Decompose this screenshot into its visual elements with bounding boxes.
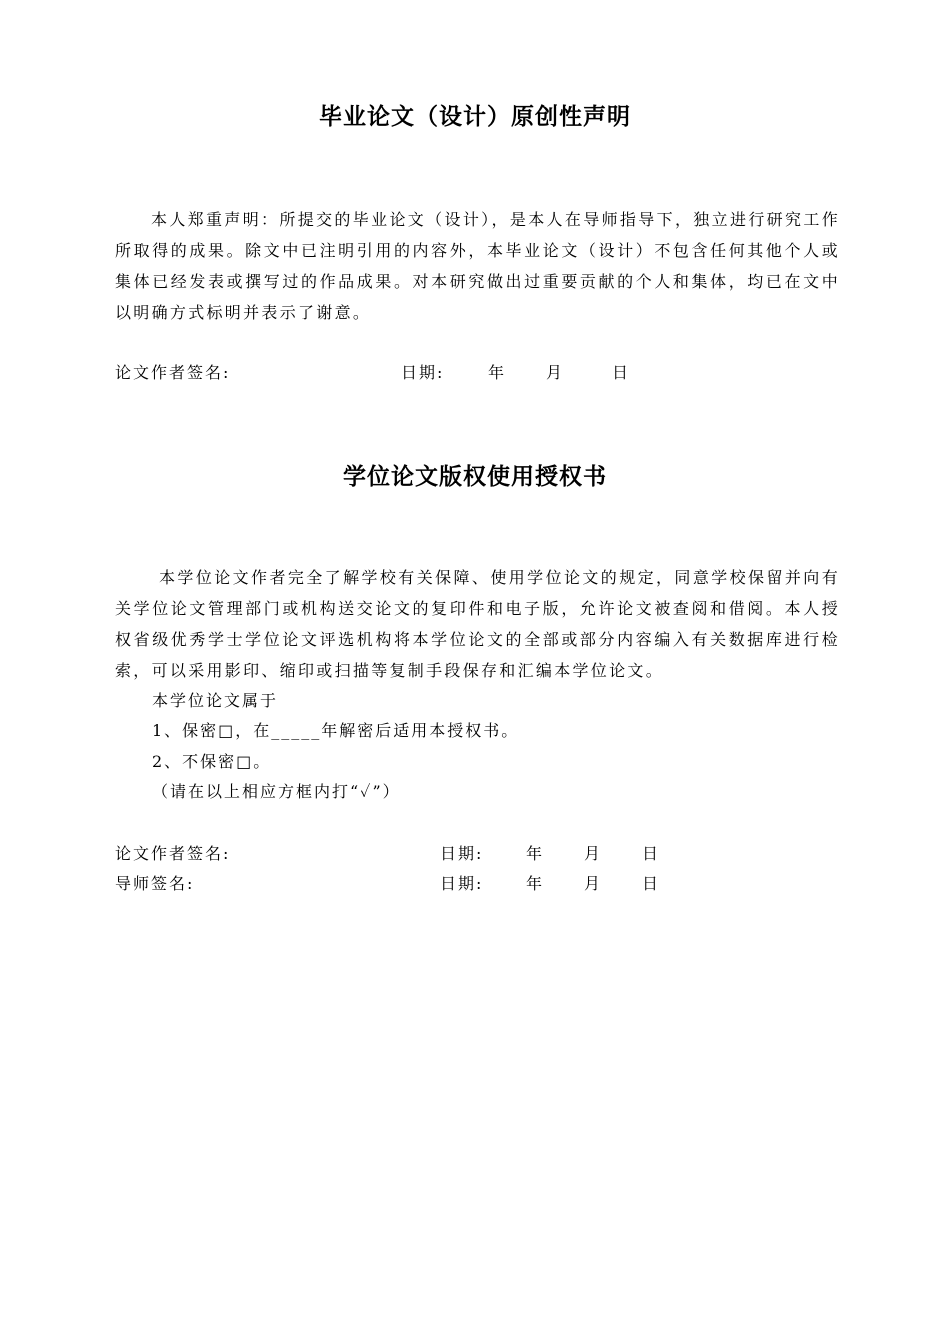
declaration-author-sign-label: 论文作者签名: — [115, 363, 231, 382]
authorization-advisor-year-label: 年 — [526, 874, 545, 893]
authorization-advisor-day-label: 日 — [642, 874, 661, 893]
authorization-author-month-label: 月 — [584, 844, 603, 863]
authorization-instruction: （请在以上相应方框内打“✓”） — [152, 782, 401, 801]
declaration-day-label: 日 — [612, 363, 631, 382]
authorization-advisor-date-label: 日期: — [440, 874, 484, 893]
authorization-author-year-label: 年 — [526, 844, 545, 863]
authorization-option-2: 2、不保密□。 — [152, 752, 272, 771]
authorization-author-date-label: 日期: — [440, 844, 484, 863]
declaration-title: 毕业论文（设计）原创性声明 — [319, 104, 631, 130]
declaration-body: 本人郑重声明：所提交的毕业论文（设计），是本人在导师指导下，独立进行研究工作所取得的成果。除文中已注明引用的内容外，本毕业论文（设计）不包含任何其他个人或集体已经发表或撰写过的作品成果。对本研究做出过重要贡献的个人和集体，均已在文中以明确方式标明并表示了谢意。 — [115, 210, 840, 322]
authorization-author-day-label: 日 — [642, 844, 661, 863]
authorization-belongs-label: 本学位论文属于 — [152, 691, 279, 710]
authorization-option-1: 1、保密□，在_____年解密后适用本授权书。 — [152, 721, 520, 740]
authorization-body: 本学位论文作者完全了解学校有关保障、使用学位论文的规定，同意学校保留并向有关学位论文管理部门或机构送交论文的复印件和电子版，允许论文被查阅和借阅。本人授权省级优秀学士学位论文评选机构将本学位论文的全部或部分内容编入有关数据库进行检索，可以采用影印、缩印或扫描等复制手段保存和汇编本学位论文。 — [115, 568, 840, 680]
authorization-advisor-month-label: 月 — [584, 874, 603, 893]
declaration-date-label: 日期: — [401, 363, 445, 382]
authorization-advisor-sign-label: 导师签名: — [115, 874, 195, 893]
authorization-title: 学位论文版权使用授权书 — [343, 464, 607, 490]
declaration-month-label: 月 — [546, 363, 565, 382]
authorization-author-sign-label: 论文作者签名: — [115, 844, 231, 863]
declaration-year-label: 年 — [488, 363, 507, 382]
